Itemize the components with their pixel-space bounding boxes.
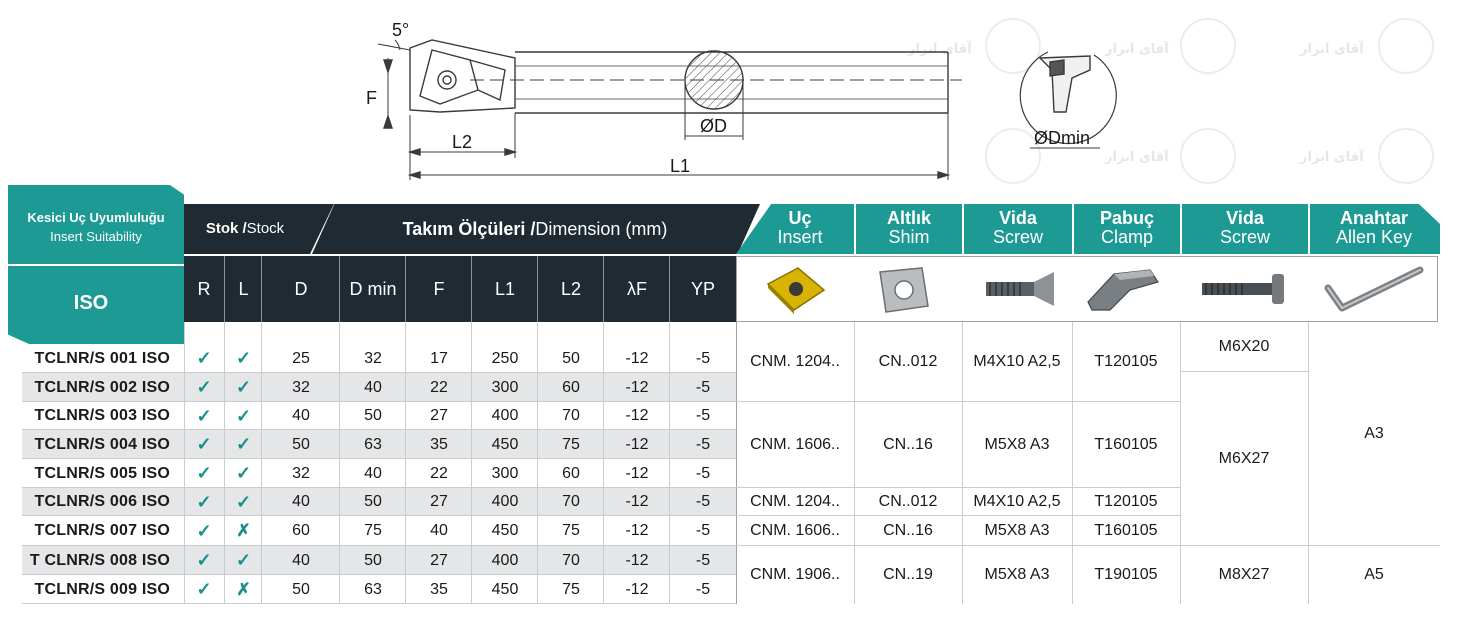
l-cell: ✓	[235, 377, 252, 397]
d-cell: 32	[292, 378, 310, 396]
r-cell: ✓	[196, 434, 212, 454]
yp-cell: -5	[695, 349, 711, 367]
l-cell: ✓	[235, 405, 252, 426]
lambda-f-cell: -12	[625, 378, 649, 396]
product-code-cell: T CLNR/S 008 ISO	[29, 551, 170, 569]
l-cell: ✓	[235, 463, 252, 483]
insert-cell: CNM. 1606..	[750, 436, 840, 453]
r-cell: ✓	[196, 405, 212, 426]
clamp-cell: T160105	[1094, 436, 1158, 453]
l-cell: ✓	[235, 491, 252, 512]
lambda-f-cell: -12	[625, 435, 649, 453]
f-cell: 27	[430, 493, 448, 510]
l2-cell: 70	[562, 407, 580, 424]
clamp-icon	[1084, 262, 1164, 316]
l1-cell: 300	[491, 378, 519, 396]
allen-key-cell: A3	[1364, 425, 1384, 442]
col-yp: YP	[690, 278, 715, 299]
l-cell: ✓	[235, 348, 252, 368]
d-cell: 25	[292, 349, 310, 367]
l-cell: ✓	[235, 550, 252, 570]
allen-key-cell: A5	[1364, 566, 1384, 583]
stock-label: Stok / Stock	[205, 220, 285, 238]
insert-icon	[760, 262, 830, 316]
product-code-cell: TCLNR/S 004 ISO	[34, 435, 170, 453]
l1-cell: 400	[491, 493, 519, 510]
countersunk-screw-icon	[980, 266, 1060, 312]
f-cell: 17	[430, 349, 448, 367]
d-cell: 50	[292, 580, 310, 598]
dmin-cell: 75	[364, 522, 382, 539]
clamp-screw-cell: M8X27	[1218, 566, 1270, 583]
part-header-screw: Vida Screw	[992, 208, 1043, 247]
screw-cell: M4X10 A2,5	[973, 493, 1061, 510]
part-header-allen-key: Anahtar Allen Key	[1335, 208, 1413, 247]
shim-cell: CN..19	[883, 566, 933, 583]
l2-cell: 60	[562, 378, 580, 396]
dmin-dimension-label: ØDmin	[1034, 128, 1091, 148]
f-cell: 27	[430, 407, 448, 424]
watermark-text: آقای ابزار	[1105, 150, 1169, 165]
part-header-insert: Uç Insert	[777, 208, 823, 247]
clamp-cell: T120105	[1094, 353, 1158, 370]
shim-cell: CN..012	[878, 353, 938, 370]
yp-cell: -5	[695, 580, 711, 598]
dmin-cell: 50	[364, 407, 382, 424]
lambda-f-cell: -12	[625, 493, 649, 510]
part-header-shim: Altlık Shim	[886, 208, 931, 247]
col-r: R	[197, 278, 211, 299]
dmin-cell: 63	[364, 435, 382, 453]
clamp-screw-icon	[1196, 266, 1296, 312]
dmin-cell: 63	[364, 580, 382, 598]
dmin-cell: 50	[364, 493, 382, 510]
r-cell: ✓	[196, 377, 212, 397]
l-cell: ✗	[236, 521, 251, 540]
insert-cell: CNM. 1906..	[750, 566, 840, 583]
product-code-cell: TCLNR/S 001 ISO	[34, 349, 170, 367]
insert-cell: CNM. 1204..	[750, 493, 840, 510]
screw-cell: M5X8 A3	[984, 522, 1050, 539]
dmin-cell: 40	[364, 464, 382, 482]
dmin-cell: 40	[364, 378, 382, 396]
yp-cell: -5	[695, 435, 711, 453]
r-cell: ✓	[196, 550, 212, 570]
r-cell: ✓	[196, 348, 212, 368]
yp-cell: -5	[695, 378, 711, 396]
insert-cell: CNM. 1606..	[750, 522, 840, 539]
r-cell: ✓	[196, 491, 212, 512]
lambda-f-cell: -12	[625, 580, 649, 598]
lambda-f-cell: -12	[625, 349, 649, 367]
clamp-cell: T190105	[1094, 566, 1158, 583]
r-cell: ✓	[196, 520, 212, 541]
l2-dimension-label: L2	[452, 132, 473, 152]
clamp-cell: T120105	[1094, 493, 1158, 510]
shim-cell: CN..16	[883, 436, 933, 453]
r-cell: ✓	[196, 463, 212, 483]
watermark-text: آقای ابزار	[1105, 42, 1169, 57]
l2-cell: 75	[562, 580, 580, 598]
d-cell: 40	[292, 551, 310, 569]
r-cell: ✓	[196, 579, 212, 599]
yp-cell: -5	[695, 407, 711, 424]
insert-cell: CNM. 1204..	[750, 353, 840, 370]
yp-cell: -5	[695, 522, 711, 539]
d-cell: 32	[292, 464, 310, 482]
product-code-cell: TCLNR/S 006 ISO	[34, 493, 170, 510]
col-d: D	[294, 278, 308, 299]
col-dmin: D min	[349, 278, 397, 299]
col-l2: L2	[560, 278, 582, 299]
screw-cell: M5X8 A3	[984, 566, 1050, 583]
product-code-cell: TCLNR/S 002 ISO	[34, 378, 170, 396]
l2-cell: 75	[562, 522, 580, 539]
col-l: L	[238, 278, 249, 299]
l1-cell: 400	[491, 551, 519, 569]
watermark-text: آقای ابزار	[1300, 150, 1364, 165]
d-cell: 50	[292, 435, 310, 453]
product-code-cell: TCLNR/S 009 ISO	[34, 580, 170, 598]
l2-cell: 70	[562, 551, 580, 569]
part-header-clamp: Pabuç Clamp	[1099, 208, 1155, 247]
shim-cell: CN..16	[883, 522, 933, 539]
insert-suitability-tr: Kesici Uç Uyumluluğu	[27, 210, 165, 226]
l-cell: ✗	[236, 579, 251, 599]
product-code-cell: TCLNR/S 007 ISO	[34, 522, 170, 539]
l1-cell: 450	[491, 435, 519, 453]
l2-cell: 60	[562, 464, 580, 482]
lambda-f-cell: -12	[625, 407, 649, 424]
lambda-f-cell: -12	[625, 522, 649, 539]
iso-label: ISO	[73, 291, 109, 314]
col-f: F	[433, 278, 445, 299]
f-cell: 35	[430, 435, 448, 453]
clamp-screw-cell: M6X20	[1218, 338, 1270, 355]
f-cell: 35	[430, 580, 448, 598]
yp-cell: -5	[695, 493, 711, 510]
col-l1: L1	[494, 278, 516, 299]
f-cell: 40	[430, 522, 448, 539]
lambda-f-cell: -12	[625, 551, 649, 569]
shim-icon	[870, 262, 940, 316]
l1-cell: 450	[491, 522, 519, 539]
l1-cell: 400	[491, 407, 519, 424]
angle-label: 5°	[392, 20, 410, 40]
col-lambda-f: λF	[627, 278, 647, 299]
d-cell: 40	[292, 493, 310, 510]
f-dimension-label: F	[366, 88, 377, 108]
l2-cell: 70	[562, 493, 580, 510]
clamp-cell: T160105	[1094, 522, 1158, 539]
screw-cell: M5X8 A3	[984, 436, 1050, 453]
l-cell: ✓	[235, 434, 252, 454]
l1-cell: 250	[491, 349, 519, 367]
yp-cell: -5	[695, 551, 711, 569]
yp-cell: -5	[695, 464, 711, 482]
insert-suitability-en: Insert Suitability	[50, 229, 142, 245]
screw-cell: M4X10 A2,5	[973, 353, 1061, 370]
f-cell: 22	[430, 464, 448, 482]
watermark-text: آقای ابزار	[908, 42, 972, 57]
f-cell: 22	[430, 378, 448, 396]
f-cell: 27	[430, 551, 448, 569]
boring-bar-drawing	[0, 0, 1482, 190]
d-dimension-label: ØD	[700, 116, 727, 136]
d-cell: 40	[292, 407, 310, 424]
allen-key-icon	[1318, 260, 1428, 318]
l1-cell: 300	[491, 464, 519, 482]
dimension-label: Takım Ölçüleri / Dimension (mm)	[402, 218, 668, 239]
l1-cell: 450	[491, 580, 519, 598]
shim-cell: CN..012	[878, 493, 938, 510]
lambda-f-cell: -12	[625, 464, 649, 482]
d-cell: 60	[292, 522, 310, 539]
dmin-cell: 32	[364, 349, 382, 367]
product-code-cell: TCLNR/S 003 ISO	[34, 407, 170, 424]
l2-cell: 50	[562, 349, 580, 367]
part-header-screw2: Vida Screw	[1219, 208, 1270, 247]
dmin-cell: 50	[364, 551, 382, 569]
product-code-cell: TCLNR/S 005 ISO	[34, 464, 170, 482]
watermark-text: آقای ابزار	[1300, 42, 1364, 57]
clamp-screw-cell: M6X27	[1218, 450, 1270, 467]
l2-cell: 75	[562, 435, 580, 453]
l1-dimension-label: L1	[670, 156, 691, 176]
